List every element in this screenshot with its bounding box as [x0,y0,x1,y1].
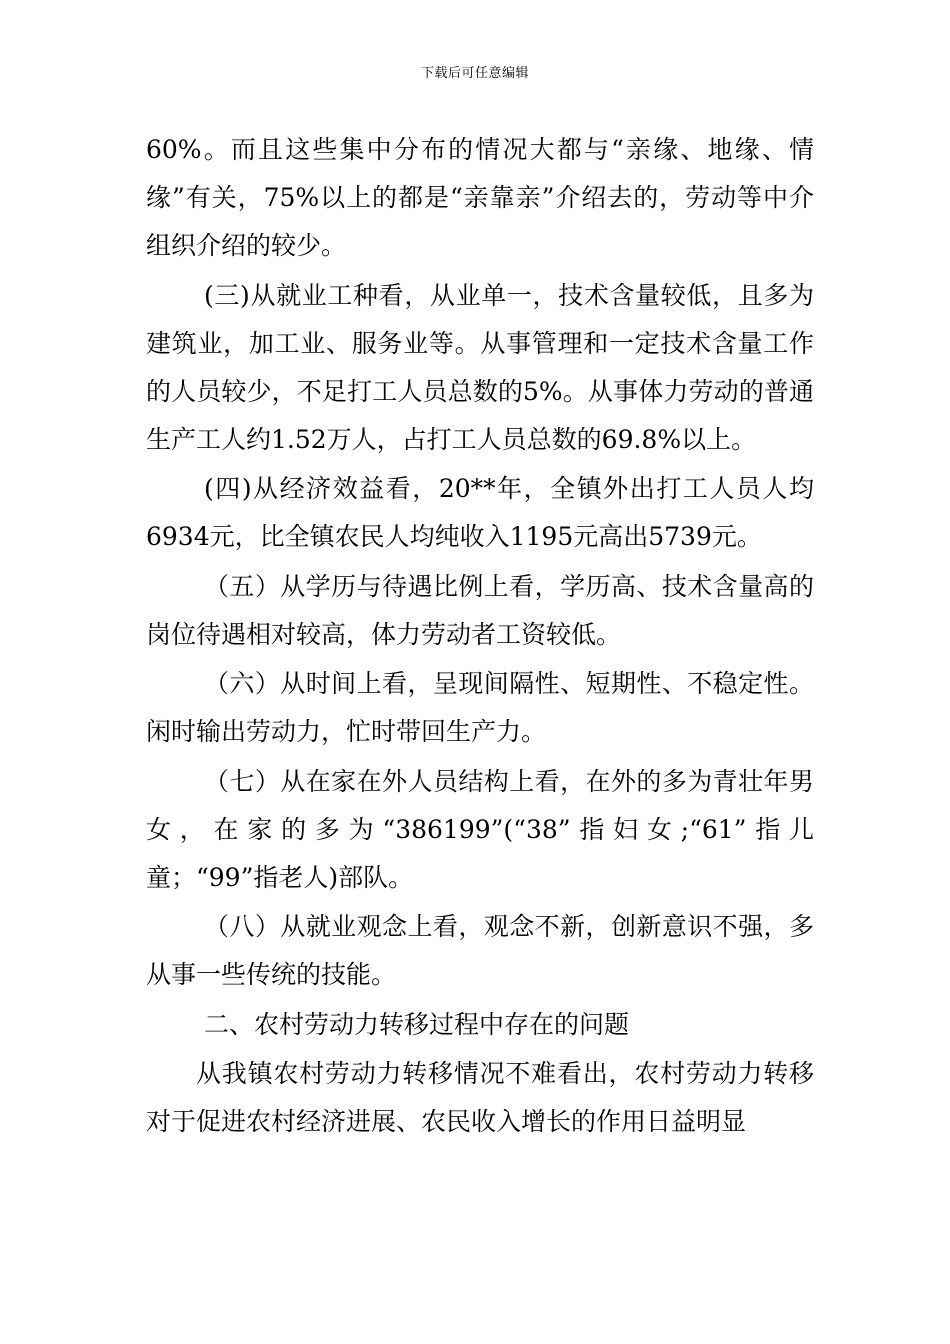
paragraph-section-4: (四)从经济效益看，20**年，全镇外出打工人员人均6934元，比全镇农民人均纯收入1195元高出5739元。 [146,474,814,551]
paragraph-section-7: （七）从在家在外人员结构上看，在外的多为青壮年男女，在家的多为“386199”(“38”指妇女;“61”指儿童；“99”指老人)部队。 [146,766,814,892]
paragraph-continuation: 60%。而且这些集中分布的情况大都与“亲缘、地缘、情缘”有关，75%以上的都是“亲靠亲”介绍去的，劳动等中介组织介绍的较少。 [146,135,814,260]
paragraph-section-6: （六）从时间上看，呈现间隔性、短期性、不稳定性。闲时输出劳动力，忙时带回生产力。 [146,669,814,746]
section-heading-problems: 二、农村劳动力转移过程中存在的问题 [204,1009,630,1039]
paragraph-section-5: （五）从学历与待遇比例上看，学历高、技术含量高的岗位待遇相对较高，体力劳动者工资较低。 [146,571,814,649]
paragraph-section-8: （八）从就业观念上看，观念不新，创新意识不强，多从事一些传统的技能。 [146,912,814,989]
paragraph-problems-intro: 从我镇农村劳动力转移情况不难看出，农村劳动力转移对于促进农村经济进展、农民收入增长的作用日益明显 [146,1059,814,1136]
document-body [146,126,814,1148]
paragraph-section-3: (三)从就业工种看，从业单一，技术含量较低，且多为建筑业，加工业、服务业等。从事管理和一定技术含量工作的人员较少，不足打工人员总数的5%。从事体力劳动的普通生产工人约1.52万人，占打工人员总数的69.8%以上。 [146,280,814,454]
page-header: 下载后可任意编辑 [420,66,529,81]
